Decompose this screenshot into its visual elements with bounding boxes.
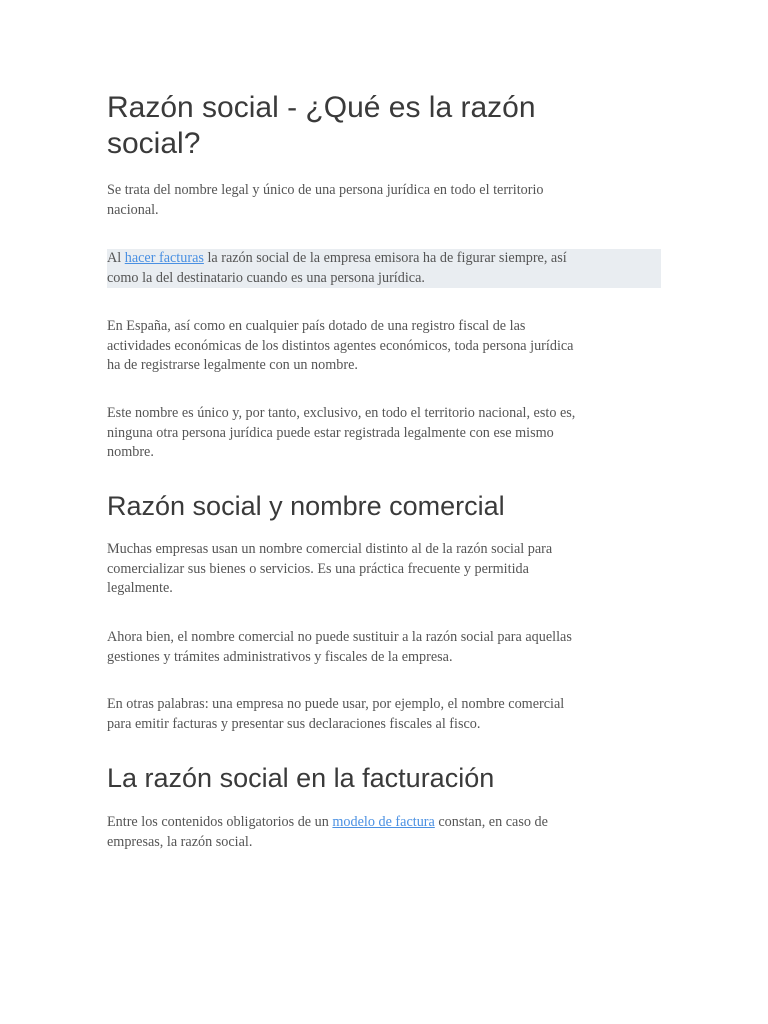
ahora-bien-paragraph [107,628,663,667]
page-title-line: social? [107,127,201,160]
text-line: En otras palabras: una empresa no puede usar, por ejemplo, el nombre comercial [107,696,565,712]
hacer-facturas-link[interactable]: hacer facturas [124,250,204,266]
text-line [107,813,663,833]
text-prefix: Entre los contenidos obligatorios de un [107,814,333,830]
page-title [107,90,667,162]
text-line: actividades económicas de los distintos agentes económicos, toda persona jurídica [107,337,574,354]
text-line: gestiones y trámites administrativos y fiscales de la empresa. [107,648,453,665]
facturacion-paragraph [107,813,663,852]
highlighted-paragraph [107,249,661,288]
modelo-de-factura-link[interactable]: modelo de factura [332,814,435,830]
text-line: Muchas empresas usan un nombre comercial distinto al de la razón social para [107,541,553,557]
intro-paragraph [107,181,663,220]
unique-name-paragraph [107,404,663,463]
otras-palabras-paragraph [107,695,663,734]
text-rest: constan, en caso de [434,814,548,830]
text-rest: la razón social de la empresa emisora ha de figurar siempre, así [203,250,567,266]
text-line: Este nombre es único y, por tanto, exclusivo, en todo el territorio nacional, esto es, [107,405,576,421]
text-line: legalmente. [107,580,173,596]
text-line: ha de registrarse legalmente con un nombre. [107,357,358,373]
text-line: como la del destinatario cuando es una persona jurídica. [107,269,425,286]
spain-paragraph [107,317,663,376]
text-line: comercializar sus bienes o servicios. Es una práctica frecuente y permitida [107,560,529,577]
text-line: para emitir facturas y presentar sus declaraciones fiscales al fisco. [107,715,481,732]
text-line: En España, así como en cualquier país dotado de una registro fiscal de las [107,318,526,334]
page-title-line: Razón social - ¿Qué es la razón [107,91,536,124]
text-line: Se trata del nombre legal y único de una persona jurídica en todo el territorio [107,182,544,198]
section-heading-nombre-comercial: Razón social y nombre comercial [107,491,505,521]
text-prefix: Al [107,250,125,266]
text-line: Ahora bien, el nombre comercial no puede sustituir a la razón social para aquellas [107,629,572,645]
nombre-comercial-paragraph [107,540,663,599]
text-line: nacional. [107,201,159,218]
text-line: empresas, la razón social. [107,833,253,850]
text-line: ninguna otra persona jurídica puede estar registrada legalmente con ese mismo [107,424,554,441]
text-line [107,249,661,269]
text-line: nombre. [107,444,154,460]
section-heading-facturacion: La razón social en la facturación [107,763,495,793]
